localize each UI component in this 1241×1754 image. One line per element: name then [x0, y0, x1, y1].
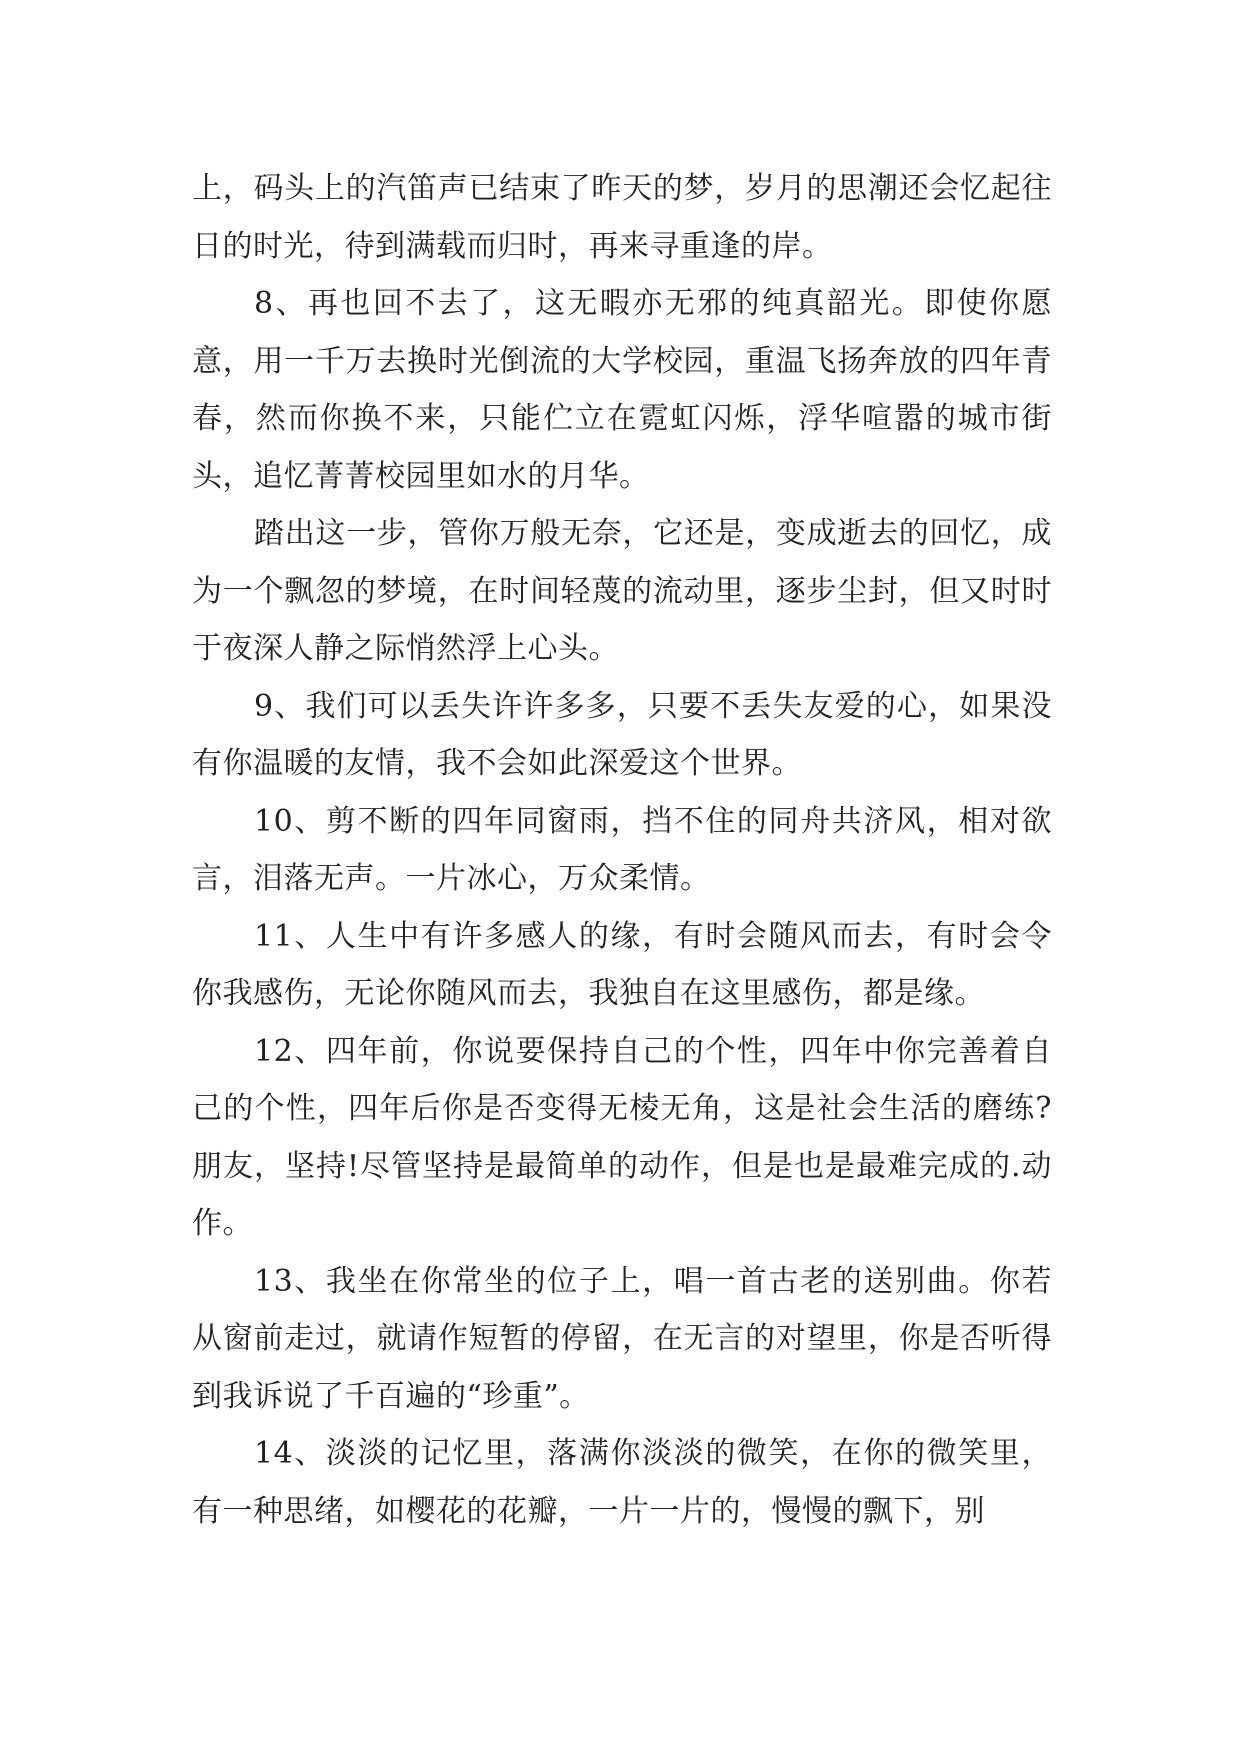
paragraph-item-10: 10、剪不断的四年同窗雨，挡不住的同舟共济风，相对欲言，泪落无声。一片冰心，万众柔情。 — [192, 803, 1052, 896]
paragraph-item-9: 9、我们可以丢失许许多多，只要不丢失友爱的心，如果没有你温暖的友情，我不会如此深爱这个世界。 — [192, 688, 1052, 781]
paragraph-item-8: 8、再也回不去了，这无暇亦无邪的纯真韶光。即使你愿意，用一千万去换时光倒流的大学校园，重温飞扬奔放的四年青春，然而你换不来，只能伫立在霓虹闪烁，浮华喧嚣的城市街头，追忆菁菁校园里如水的月华。 — [192, 286, 1052, 494]
paragraph-continuation: 上，码头上的汽笛声已结束了昨天的梦，岁月的思潮还会忆起往日的时光，待到满载而归时，再来寻重逢的岸。 — [192, 171, 1052, 264]
paragraph-item-12: 12、四年前，你说要保持自己的个性，四年中你完善着自己的个性，四年后你是否变得无棱无角，这是社会生活的磨练?朋友，坚持!尽管坚持是最简单的动作，但是也是最难完成的.动作。 — [192, 1033, 1052, 1241]
document-body — [192, 160, 1052, 1540]
paragraph-item-11: 11、人生中有许多感人的缘，有时会随风而去，有时会令你我感伤，无论你随风而去，我独自在这里感伤，都是缘。 — [192, 918, 1052, 1011]
paragraph-step-out: 踏出这一步，管你万般无奈，它还是，变成逝去的回忆，成为一个飘忽的梦境，在时间轻蔑的流动里，逐步尘封，但又时时于夜深人静之际悄然浮上心头。 — [192, 516, 1052, 666]
paragraph-item-13: 13、我坐在你常坐的位子上，唱一首古老的送别曲。你若从窗前走过，就请作短暂的停留，在无言的对望里，你是否听得到我诉说了千百遍的“珍重”。 — [192, 1263, 1052, 1414]
paragraph-item-14: 14、淡淡的记忆里，落满你淡淡的微笑，在你的微笑里，有一种思绪，如樱花的花瓣，一片一片的，慢慢的飘下，别 — [192, 1436, 1052, 1529]
